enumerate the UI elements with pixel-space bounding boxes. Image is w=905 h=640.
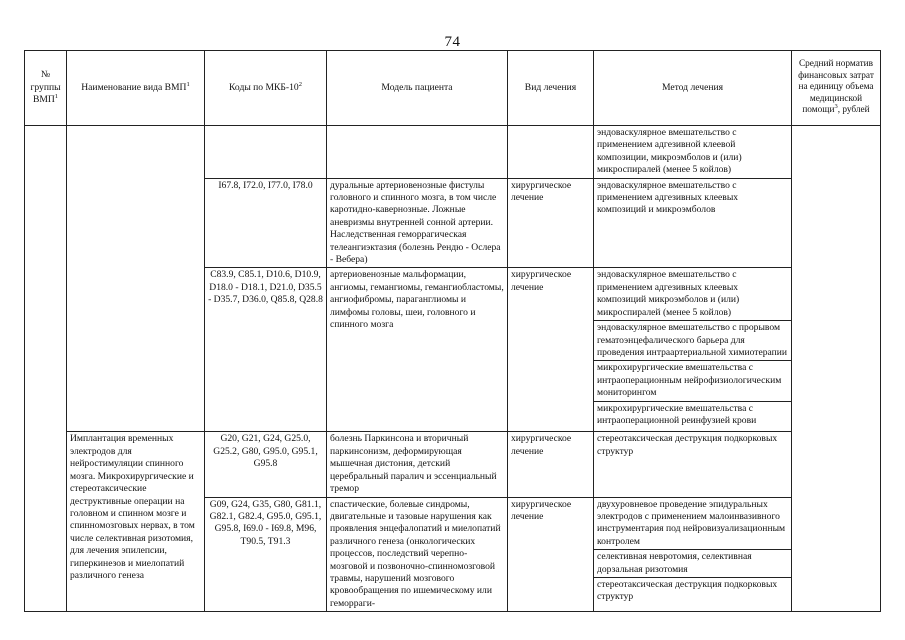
treatment-method-item: стереотаксическая деструкция подкорковых структур [597,433,778,457]
vmp-table [24,50,881,612]
treatment-type-cell: хирургическое лечение [508,268,594,432]
treatment-method-cell [594,432,792,497]
table-row [25,126,881,179]
treatment-method-item: двухуровневое проведение эпидуральных электродов с применением малоинвазивного инструментария под нейровизуализационным контролем [594,498,791,551]
patient-model-cell: дуральные артериовенозные фистулы головного и спинного мозга, в том числе каротидно-кавернозные. Ложные аневризмы внутренней сонной артерии. Наследственная геморрагическая телеангиэктазия (болезнь Рендю - Ослера - Вебера) [327,178,508,268]
treatment-method-item: эндоваскулярное вмешательство с прорывом гематоэнцефалического барьера для проведения интраартериальной химиотерапии [594,321,791,361]
patient-model-cell [327,126,508,179]
vmp-name-cell: Имплантация временных электродов для нейростимуляции спинного мозга. Микрохирургические и стереотаксические деструктивные операции на головном и спинном мозге и спинномозговых нервах, в том числе селективная ризотомия, для лечения эпилепсии, гиперкинезов и миелопатий различного генеза [67,432,205,612]
header-patient-model: Модель пациента [327,51,508,126]
header-icd-codes: Коды по МКБ-$10^2$ [205,51,327,126]
vmp-name-cell [67,126,205,432]
treatment-method-item: микрохирургические вмешательства с интраоперационной реинфузией крови [597,402,757,426]
treatment-method-cell [594,268,792,432]
header-group-no: № группы ВМП$^1$ [25,51,67,126]
header-treatment-method: Метод лечения [594,51,792,126]
icd-codes-cell: I67.8, I72.0, I77.0, I78.0 [205,178,327,268]
treatment-type-cell: хирургическое лечение [508,178,594,268]
patient-model-cell: артериовенозные мальформации, ангиомы, гемангиомы, гемангиобластомы, ангиофибромы, параганглиомы и лимфомы головы, шеи, головного и спинного мозга [327,268,508,432]
table-header-row [25,51,881,126]
header-treatment-type: Вид лечения [508,51,594,126]
table-row [25,432,881,497]
treatment-method-item: эндоваскулярное вмешательство с применением адгезивных клеевых композиций и микроэмболов [597,179,739,216]
treatment-method-item: селективная невротомия, селективная дорзальная ризотомия [594,550,791,578]
treatment-method-item: стереотаксическая деструкция подкорковых структур [597,578,778,603]
treatment-method-cell [594,126,792,179]
icd-codes-cell [205,126,327,179]
treatment-method-item: эндоваскулярное вмешательство с применением адгезивной клеевой композиции, микроэмболов и (или) микроспиралей (менее 5 койлов) [597,127,742,176]
header-avg-cost: Средний норматив финансовых затрат на единицу объема медицинской помощи$^3$, рублей [792,51,881,126]
page-number: 74 [444,34,461,50]
patient-model-cell: болезнь Паркинсона и вторичный паркинсонизм, деформирующая мышечная дистония, детский церебральный паралич и эссенциальный тремор [327,432,508,497]
icd-codes-cell: G20, G21, G24, G25.0, G25.2, G80, G95.0, G95.1, G95.8 [205,432,327,497]
header-vmp-name: Наименование вида ВМП$^1$ [67,51,205,126]
icd-codes-cell: C83.9, C85.1, D10.6, D10.9, D18.0 - D18.1, D21.0, D35.5 - D35.7, D36.0, Q85.8, Q28.8 [205,268,327,432]
treatment-type-cell: хирургическое лечение [508,497,594,612]
treatment-method-item: микрохирургические вмешательства с интраоперационным нейрофизиологическим мониторингом [594,361,791,401]
avg-cost-cell [792,126,881,612]
patient-model-cell: спастические, болевые синдромы, двигательные и тазовые нарушения как проявления энцефалопатий и миелопатий различного генеза (онкологических процессов, последствий черепно-мозговой и позвоночно-спинномозговой травмы, нарушений мозгового кровообращения по ишемическому или геморраги- [327,497,508,612]
treatment-method-item: эндоваскулярное вмешательство с применением адгезивных клеевых композиций микроэмболов и (или) микроспиралей (менее 5 койлов) [594,268,791,321]
treatment-method-cell [594,178,792,268]
icd-codes-cell: G09, G24, G35, G80, G81.1, G82.1, G82.4, G95.0, G95.1, G95.8, I69.0 - I69.8, M96, T90.5, T91.3 [205,497,327,612]
treatment-method-cell [594,497,792,612]
treatment-type-cell: хирургическое лечение [508,432,594,497]
treatment-type-cell [508,126,594,179]
group-no-cell [25,126,67,612]
